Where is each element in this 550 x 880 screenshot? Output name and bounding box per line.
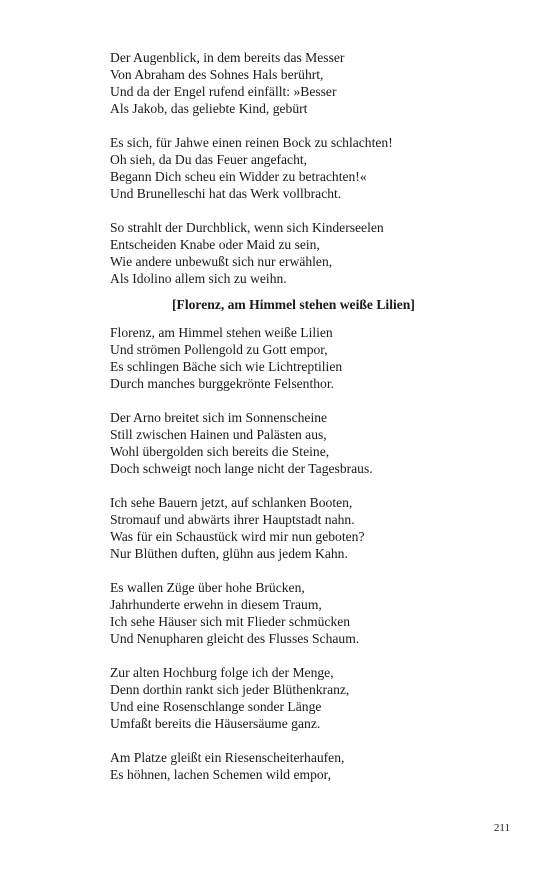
verse-line: Begann Dich scheu ein Widder zu betrachten!« [110, 169, 367, 184]
stanza-gap [110, 117, 510, 134]
verse-line: Durch manches burggekrönte Felsenthor. [110, 376, 334, 391]
verse-line: Es sich, für Jahwe einen reinen Bock zu schlachten! [110, 135, 393, 150]
poem-b [110, 324, 510, 783]
verse-line: Als Idolino allem sich zu weihn. [110, 271, 287, 286]
verse-line: Doch schweigt noch lange nicht der Tagesbraus. [110, 461, 373, 476]
verse-line: Der Augenblick, in dem bereits das Messer [110, 50, 345, 65]
verse-line: So strahlt der Durchblick, wenn sich Kinderseelen [110, 220, 384, 235]
page-number: 211 [493, 822, 510, 834]
verse-line: Von Abraham des Sohnes Hals berührt, [110, 67, 324, 82]
verse-line: Entscheiden Knabe oder Maid zu sein, [110, 237, 320, 252]
verse-line: Als Jakob, das geliebte Kind, gebürt [110, 101, 308, 116]
verse-line: Jahrhunderte erwehn in diesem Traum, [110, 597, 322, 612]
stanza [110, 324, 510, 392]
verse-line: Wie andere unbewußt sich nur erwählen, [110, 254, 333, 269]
verse-line: Ich sehe Bauern jetzt, auf schlanken Booten, [110, 495, 353, 510]
stanza [110, 49, 510, 117]
stanza-gap [110, 562, 510, 579]
stanza [110, 579, 510, 647]
stanza-gap [110, 392, 510, 409]
verse-line: Umfaßt bereits die Häusersäume ganz. [110, 716, 321, 731]
verse-line: Und da der Engel rufend einfällt: »Besser [110, 84, 337, 99]
verse-line: Was für ein Schaustück wird mir nun geboten? [110, 529, 365, 544]
stanza-gap [110, 647, 510, 664]
verse-line: Wohl übergolden sich bereits die Steine, [110, 444, 330, 459]
page-content [110, 49, 510, 783]
stanza-gap [110, 732, 510, 749]
verse-line: Es wallen Züge über hohe Brücken, [110, 580, 305, 595]
stanza [110, 219, 510, 287]
stanza-gap [110, 477, 510, 494]
stanza [110, 134, 510, 202]
verse-line: Florenz, am Himmel stehen weiße Lilien [110, 325, 333, 340]
verse-line: Am Platze gleißt ein Riesenscheiterhaufen, [110, 750, 345, 765]
stanza [110, 664, 510, 732]
verse-line: Es schlingen Bäche sich wie Lichtreptilien [110, 359, 343, 374]
verse-line: Ich sehe Häuser sich mit Flieder schmücken [110, 614, 351, 629]
stanza [110, 749, 510, 783]
verse-line: Es höhnen, lachen Schemen wild empor, [110, 767, 332, 782]
stanza [110, 494, 510, 562]
verse-line: Und eine Rosenschlange sonder Länge [110, 699, 322, 714]
verse-line: Und strömen Pollengold zu Gott empor, [110, 342, 328, 357]
verse-line: Nur Blüthen duften, glühn aus jedem Kahn. [110, 546, 348, 561]
poem-title: [Florenz, am Himmel stehen weiße Lilien] [172, 297, 415, 312]
poem-a [110, 49, 510, 287]
verse-line: Der Arno breitet sich im Sonnenscheine [110, 410, 328, 425]
verse-line: Denn dorthin rankt sich jeder Blüthenkranz, [110, 682, 350, 697]
stanza [110, 409, 510, 477]
stanza-gap [110, 202, 510, 219]
verse-line: Und Nenupharen gleicht des Flusses Schaum. [110, 631, 360, 646]
verse-line: Und Brunelleschi hat das Werk vollbracht. [110, 186, 342, 201]
verse-line: Oh sieh, da Du das Feuer angefacht, [110, 152, 308, 167]
verse-line: Zur alten Hochburg folge ich der Menge, [110, 665, 334, 680]
verse-line: Stromauf und abwärts ihrer Hauptstadt nahn. [110, 512, 355, 527]
verse-line: Still zwischen Hainen und Palästen aus, [110, 427, 327, 442]
